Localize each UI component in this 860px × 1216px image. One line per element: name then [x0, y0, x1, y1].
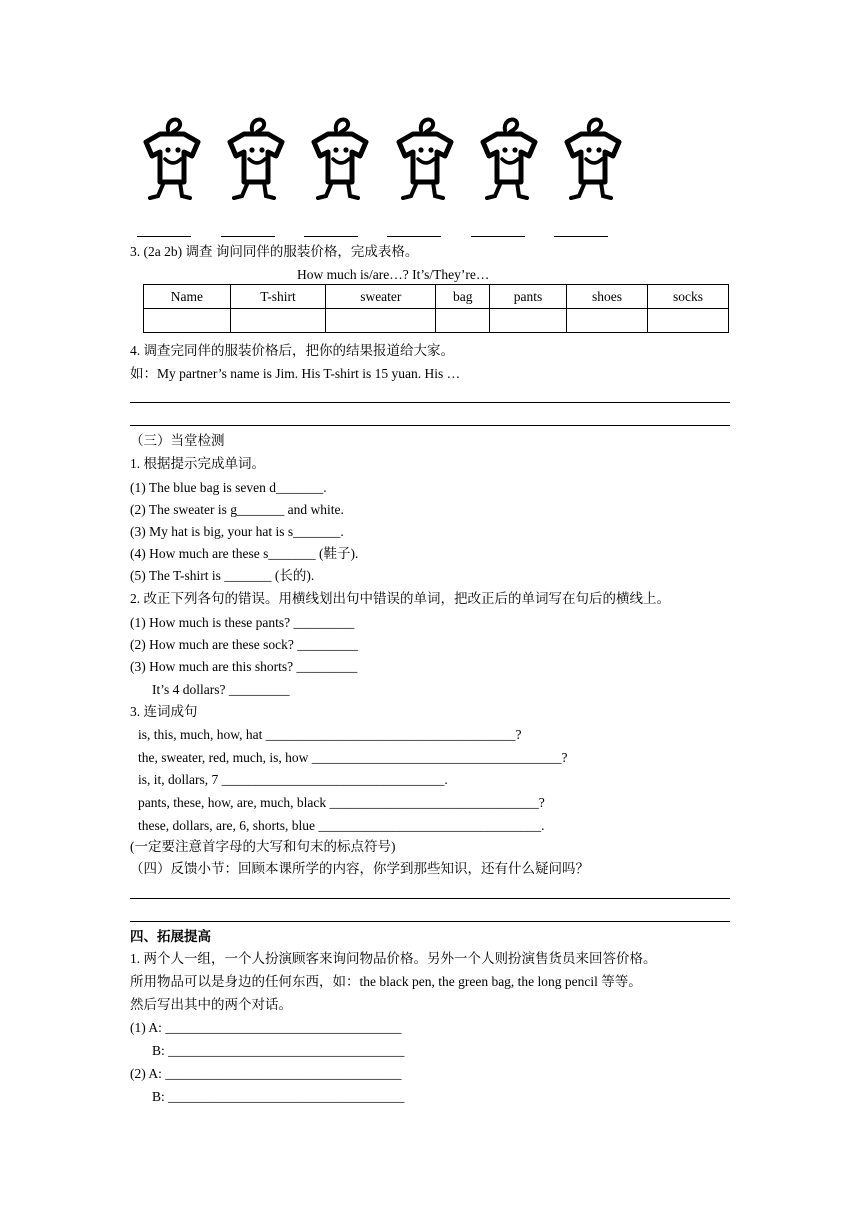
tshirt-hanger-icon [138, 112, 204, 204]
section3-heading: （三）当堂检测 [130, 433, 225, 448]
extend-instruction: 所用物品可以是身边的任何东西，如：the black pen, the green bag, the long pencil 等等。 [130, 974, 642, 989]
col-header: Name [144, 285, 231, 309]
table-cell[interactable] [567, 309, 648, 333]
dialog-blank[interactable]: ___________________________________ [168, 1043, 405, 1058]
part3-item: is, it, dollars, 7 _________________________________. [138, 772, 448, 787]
part3-title: 3. 连词成句 [130, 704, 198, 719]
tshirt-hanger-icon [391, 112, 457, 204]
table-cell[interactable] [230, 309, 325, 333]
writing-line[interactable] [130, 898, 730, 899]
answer-blank[interactable] [304, 236, 358, 237]
dialog-speaker: B: [152, 1089, 169, 1104]
col-header: T-shirt [230, 285, 325, 309]
tshirt-hanger-icon [306, 112, 372, 204]
extend-instruction: 然后写出其中的两个对话。 [130, 997, 292, 1012]
col-header: shoes [567, 285, 648, 309]
tshirt-hanger-icon [222, 112, 288, 204]
dialog-speaker: (1) A: [130, 1020, 166, 1035]
extend-instruction: 1. 两个人一组，一个人扮演顾客来询问物品价格。另外一个人则扮演售货员来回答价格。 [130, 951, 657, 966]
part3-item: the, sweater, red, much, is, how _____________________________________? [138, 750, 568, 765]
part3-note: (一定要注意首字母的大写和句末的标点符号) [130, 839, 396, 854]
writing-line[interactable] [130, 402, 730, 403]
table-cell[interactable] [489, 309, 566, 333]
part1-item: (3) My hat is big, your hat is s_______. [130, 524, 344, 539]
price-survey-table [143, 284, 729, 333]
part2-item: It’s 4 dollars? _________ [152, 682, 290, 697]
col-header: pants [489, 285, 566, 309]
dialog-blank[interactable]: ___________________________________ [165, 1020, 402, 1035]
writing-line[interactable] [130, 921, 730, 922]
part3-item: these, dollars, are, 6, shorts, blue _________________________________. [138, 818, 545, 833]
table-cell[interactable] [326, 309, 436, 333]
dialog-line [130, 1019, 402, 1037]
dialog-blank[interactable]: ___________________________________ [165, 1066, 402, 1081]
part3-item: is, this, much, how, hat _____________________________________? [138, 727, 522, 742]
part2-item: (3) How much are this shorts? _________ [130, 659, 358, 674]
tshirt-hanger-icon [475, 112, 541, 204]
extend-heading: 四、拓展提高 [130, 929, 211, 944]
part2-title: 2. 改正下列各句的错误。用横线划出句中错误的单词，把改正后的单词写在句后的横线上。 [130, 591, 670, 606]
col-header: socks [647, 285, 728, 309]
part1-item: (2) The sweater is g_______ and white. [130, 502, 344, 517]
dialog-line [130, 1065, 402, 1083]
answer-blank[interactable] [137, 236, 191, 237]
table-cell[interactable] [436, 309, 490, 333]
col-header: bag [436, 285, 490, 309]
writing-line[interactable] [130, 425, 730, 426]
dialog-line [152, 1042, 404, 1060]
dialog-line [152, 1088, 404, 1106]
part2-item: (1) How much is these pants? _________ [130, 615, 355, 630]
part2-item: (2) How much are these sock? _________ [130, 637, 358, 652]
dialog-speaker: B: [152, 1043, 169, 1058]
col-header: sweater [326, 285, 436, 309]
tshirt-hanger-icon [559, 112, 625, 204]
q3-sentence-pattern: How much is/are…? It’s/They’re… [297, 267, 490, 282]
q4-title: 4. 调查完同伴的服装价格后，把你的结果报道给大家。 [130, 343, 454, 358]
dialog-blank[interactable]: ___________________________________ [168, 1089, 405, 1104]
section4-heading: （四）反馈小节：回顾本课所学的内容，你学到那些知识，还有什么疑问吗？ [130, 861, 589, 876]
answer-blank[interactable] [471, 236, 525, 237]
q3-title: 3. (2a 2b) 调查 询问同伴的服装价格，完成表格。 [130, 244, 419, 259]
table-cell[interactable] [647, 309, 728, 333]
part1-item: (5) The T-shirt is _______ (长的). [130, 568, 315, 583]
answer-blank[interactable] [554, 236, 608, 237]
dialog-speaker: (2) A: [130, 1066, 166, 1081]
q4-example: 如：My partner’s name is Jim. His T-shirt is 15 yuan. His … [130, 366, 461, 381]
table-header-row [144, 285, 729, 309]
answer-blank[interactable] [221, 236, 275, 237]
table-cell[interactable] [144, 309, 231, 333]
part1-item: (4) How much are these s_______ (鞋子). [130, 546, 359, 561]
part1-item: (1) The blue bag is seven d_______. [130, 480, 327, 495]
part1-title: 1. 根据提示完成单词。 [130, 456, 265, 471]
part3-item: pants, these, how, are, much, black _______________________________? [138, 795, 545, 810]
table-row [144, 309, 729, 333]
answer-blank[interactable] [387, 236, 441, 237]
